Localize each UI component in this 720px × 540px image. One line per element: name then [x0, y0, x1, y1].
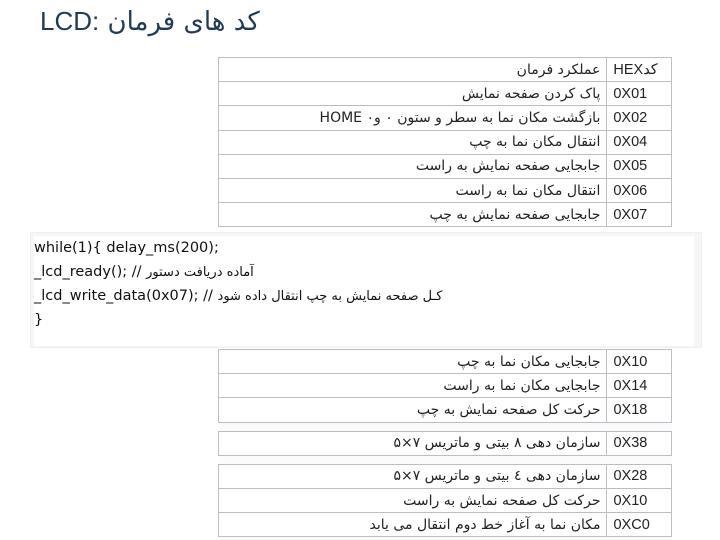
command-description-cell: مکان نما به آغاز خط دوم انتقال می یابد: [219, 513, 607, 537]
code-line-4: }: [34, 312, 44, 328]
code-line-3: [34, 284, 694, 308]
table-2-body: [219, 350, 672, 537]
table-row: [219, 350, 672, 374]
slide-title: [40, 6, 370, 37]
table-gap: [219, 422, 672, 431]
table-header-row: [219, 58, 672, 82]
table-row: [219, 106, 672, 130]
command-description-cell: جابجایی صفحه نمایش به چپ: [219, 203, 607, 227]
code-line-3-code: _lcd_write_data(0x07); //: [34, 288, 213, 304]
hex-code-cell: 0XC0: [607, 513, 672, 537]
code-line-2-code: _lcd_ready(); //: [34, 264, 142, 280]
slide-title-suffix: :LCD: [40, 6, 100, 36]
hex-code-cell: 0X10: [607, 488, 672, 512]
command-description-cell: انتقال مکان نما به راست: [219, 178, 607, 202]
code-line-2: [34, 260, 694, 284]
hex-code-cell: 0X10: [607, 350, 672, 374]
command-table-2: [218, 349, 672, 537]
table-row: [219, 82, 672, 106]
table-gap: [219, 455, 672, 464]
hex-code-cell: 0X07: [607, 203, 672, 227]
command-description-cell: حرکت کل صفحه نمایش به راست: [219, 488, 607, 512]
table-gap-cell: [219, 422, 672, 431]
code-line-2-comment: آماده دریافت دستور: [146, 265, 254, 280]
table-row: [219, 398, 672, 422]
table-row: [219, 154, 672, 178]
command-description-cell: سازمان دهی ٤ بیتی و ماتریس ۷×۵: [219, 464, 607, 488]
slide-title-text: کد های فرمان: [107, 7, 260, 37]
header-code-label: کد: [643, 61, 658, 78]
header-hex-cell: [607, 58, 672, 82]
table-row: [219, 203, 672, 227]
table-1-body: [219, 82, 672, 227]
hex-code-cell: 0X28: [607, 464, 672, 488]
command-description-cell: بازگشت مکان نما به سطر و ستون ۰ و۰ HOME: [219, 106, 607, 130]
command-table-1: [218, 57, 672, 227]
table-gap-cell: [219, 455, 672, 464]
table-row: [219, 464, 672, 488]
command-description-cell: جابجایی مکان نما به راست: [219, 374, 607, 398]
command-description-cell: انتقال مکان نما به چپ: [219, 130, 607, 154]
command-description-cell: حرکت کل صفحه نمایش به چپ: [219, 398, 607, 422]
command-description-cell: سازمان دهی ۸ بیتی و ماتریس ۷×۵: [219, 431, 607, 455]
table-row: [219, 488, 672, 512]
table-row: [219, 178, 672, 202]
header-desc-cell: عملکرد فرمان: [219, 58, 607, 82]
table-row: [219, 130, 672, 154]
command-description-cell: جابجایی مکان نما به چپ: [219, 350, 607, 374]
code-line-3-comment: کـل صفحه نمایش به چپ انتقال داده شود: [217, 289, 443, 304]
code-block: [34, 236, 694, 346]
table-row: [219, 513, 672, 537]
hex-code-cell: 0X01: [607, 82, 672, 106]
header-hex-label: HEX: [613, 61, 644, 78]
table-row: [219, 431, 672, 455]
table-row: [219, 374, 672, 398]
hex-code-cell: 0X04: [607, 130, 672, 154]
hex-code-cell: 0X38: [607, 431, 672, 455]
hex-code-cell: 0X14: [607, 374, 672, 398]
command-description-cell: پاک کردن صفحه نمایش: [219, 82, 607, 106]
command-description-cell: جابجایی صفحه نمایش به راست: [219, 154, 607, 178]
hex-code-cell: 0X18: [607, 398, 672, 422]
code-line-1: while(1){ delay_ms(200);: [34, 240, 219, 256]
hex-code-cell: 0X02: [607, 106, 672, 130]
hex-code-cell: 0X06: [607, 178, 672, 202]
hex-code-cell: 0X05: [607, 154, 672, 178]
